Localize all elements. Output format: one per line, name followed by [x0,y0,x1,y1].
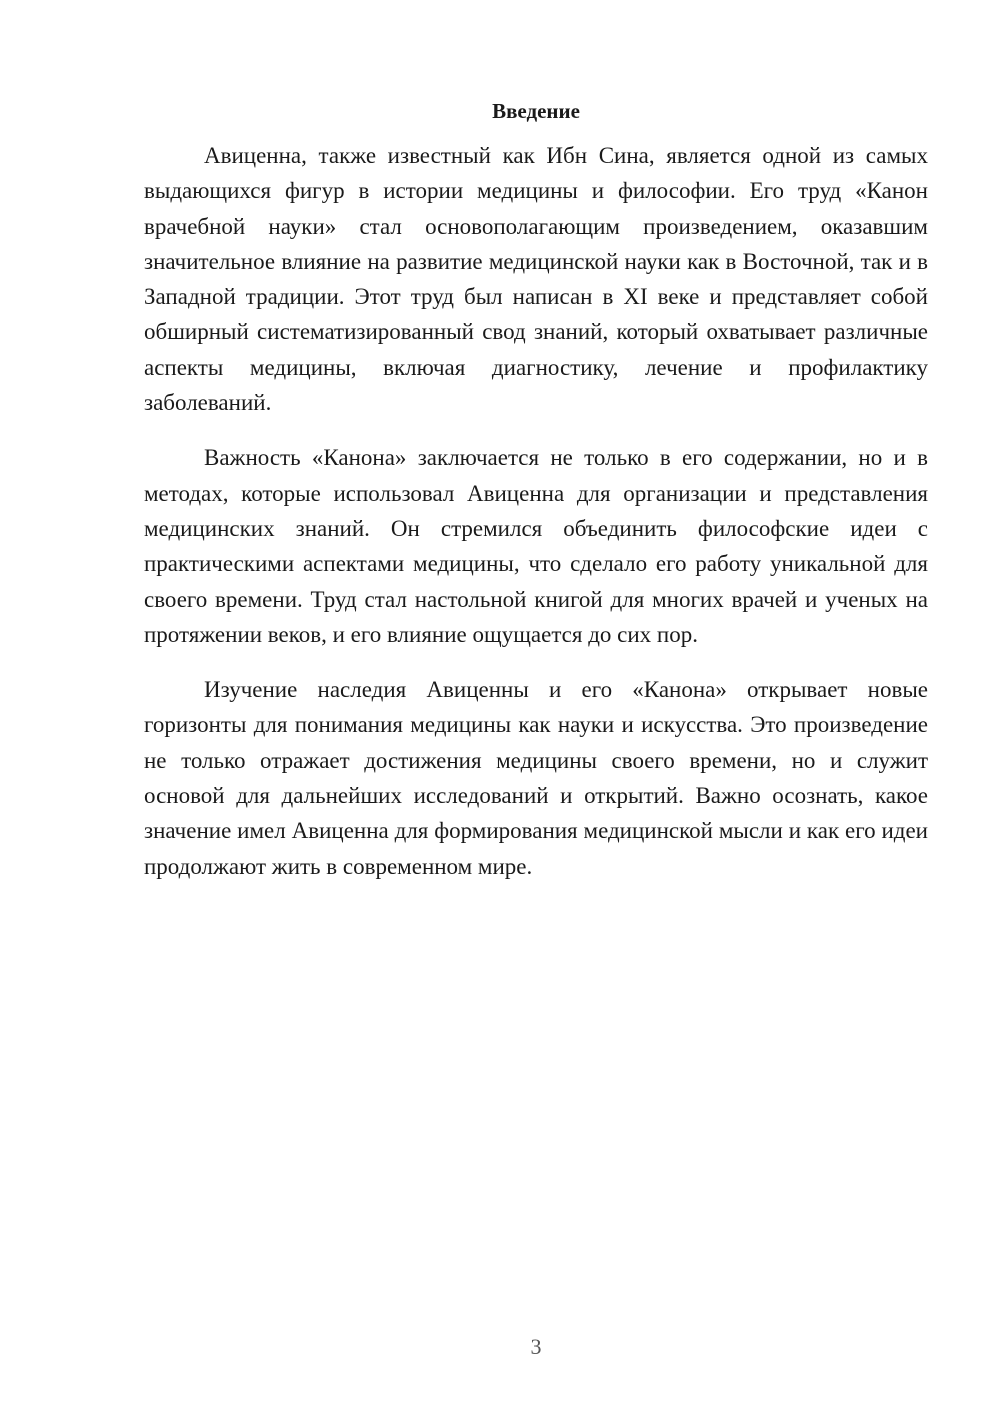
paragraph-1: Авиценна, также известный как Ибн Сина, является одной из самых выдающихся фигур в истории медицины и философии. Его труд «Канон врачебной науки» стал основополагающим произведением, оказавшим значительное влияние на развитие медицинской науки как в Восточной, так и в Западной традиции. Этот труд был написан в XI веке и представляет собой обширный систематизированный свод знаний, который охватывает различные аспекты медицины, включая диагностику, лечение и профилактику заболеваний. [144,143,928,416]
section-heading: Введение [492,99,580,123]
page-content [144,96,928,904]
page-number: 3 [530,1334,542,1359]
paragraph-3: Изучение наследия Авиценны и его «Канона» открывает новые горизонты для понимания медицины как науки и искусства. Это произведение не только отражает достижения медицины своего времени, но и служит основой для дальнейших исследований и открытий. Важно осознать, какое значение имел Авиценна для формирования медицинской мысли и как его идеи продолжают жить в современном мире. [144,677,928,879]
paragraph-2: Важность «Канона» заключается не только в его содержании, но и в методах, которые использовал Авиценна для организации и представления медицинских знаний. Он стремился объединить философские идеи с практическими аспектами медицины, что сделало его работу уникальной для своего времени. Труд стал настольной книгой для многих врачей и ученых на протяжении веков, и его влияние ощущается до сих пор. [144,445,928,647]
